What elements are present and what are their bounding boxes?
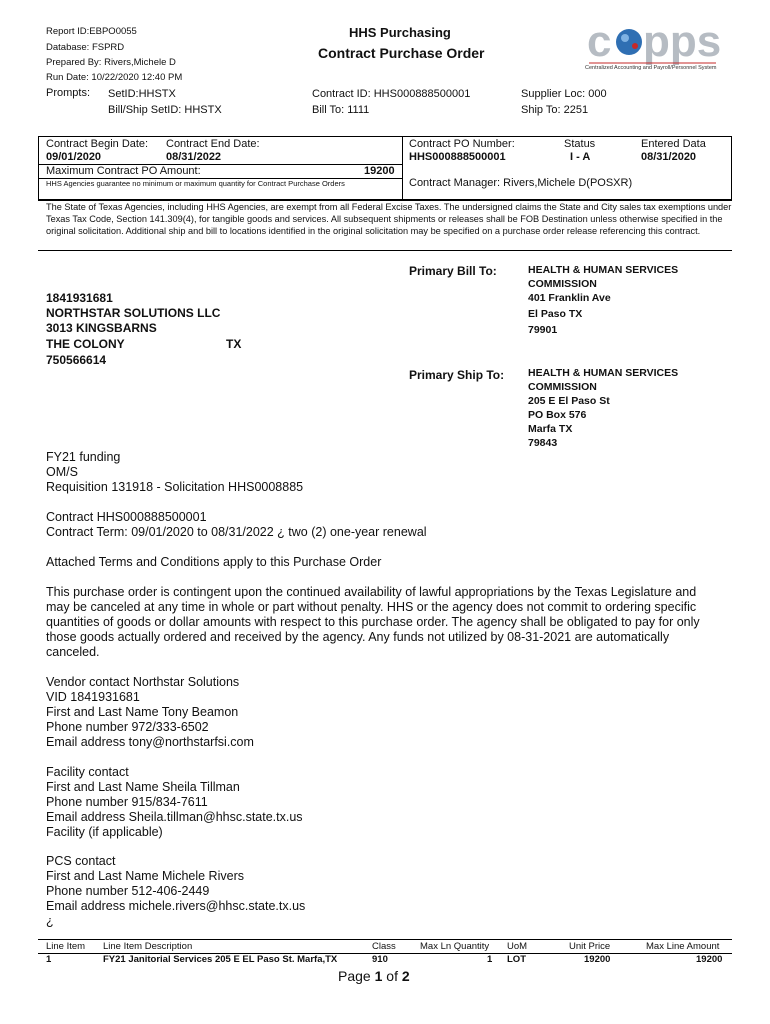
contract-manager: Contract Manager: Rivers,Michele D(POSXR) — [409, 177, 633, 189]
primary-ship-to-label: Primary Ship To: — [409, 368, 505, 382]
ship-to-line: 79843 — [528, 437, 558, 449]
comment-line: Phone number 972/333-6502 — [46, 720, 209, 734]
comment-line: First and Last Name Michele Rivers — [46, 869, 244, 883]
ship-to-line: PO Box 576 — [528, 409, 587, 421]
row-qty: 1 — [487, 954, 493, 965]
comment-line: Attached Terms and Conditions apply to this Purchase Order — [46, 555, 382, 569]
bill-to-line: 401 Franklin Ave — [528, 292, 611, 304]
bill-to-line: El Paso TX — [528, 308, 583, 320]
comment-line: Contract Term: 09/01/2020 to 08/31/2022 ¿ two (2) one-year renewal — [46, 525, 427, 539]
row-amount: 19200 — [696, 954, 723, 965]
row-price: 19200 — [584, 954, 611, 965]
primary-bill-to-label: Primary Bill To: — [409, 264, 497, 278]
begin-date-label: Contract Begin Date: — [46, 138, 149, 150]
comment-line: First and Last Name Tony Beamon — [46, 705, 239, 719]
end-date-value: 08/31/2022 — [166, 151, 222, 163]
logo-tagline: Centralized Accounting and Payroll/Personnel System — [585, 65, 717, 71]
max-amount-value: 19200 — [364, 165, 395, 177]
contract-comment — [46, 510, 427, 540]
row-desc: FY21 Janitorial Services 205 E EL Paso St. Marfa,TX — [103, 954, 338, 965]
entered-value: 08/31/2020 — [641, 151, 697, 163]
vendor-name: NORTHSTAR SOLUTIONS LLC — [46, 306, 221, 320]
bill-to-line: 79901 — [528, 324, 558, 336]
begin-date-value: 09/01/2020 — [46, 151, 102, 163]
row-class: 910 — [372, 954, 388, 965]
tax-notice: The State of Texas Agencies, including HHS Agencies, are exempt from all Federal Excise Taxes. The undersigned claims the State and City sales tax exemptions under Texas Tax Code, Section 141.309(4), for tangible goods and services. All subsequent shipments or releases shall be FOB Destination unless otherwise specified in the original solicitation. Additional ship and bill to locations identified in the original solicitation may be specified on a purchase order release referencing this contract. — [46, 202, 732, 236]
org-name: HHS Purchasing — [349, 25, 451, 40]
ship-to-address — [528, 366, 678, 450]
document-title: Contract Purchase Order — [318, 45, 485, 61]
facility-contact — [46, 765, 303, 840]
col-header-qty: Max Ln Quantity — [420, 941, 490, 952]
comment-line: Email address michele.rivers@hhsc.state.tx.us — [46, 899, 306, 913]
page-of: of — [382, 968, 402, 984]
end-date-label: Contract End Date: — [166, 138, 260, 150]
comment-line: Facility (if applicable) — [46, 825, 163, 839]
col-header-class: Class — [372, 941, 396, 952]
col-header-price: Unit Price — [569, 941, 611, 952]
setid: SetID:HHSTX — [108, 88, 176, 100]
page-number: 1 — [374, 968, 383, 984]
database: Database: FSPRD — [46, 42, 125, 53]
comment-line: VID 1841931681 — [46, 690, 140, 704]
po-number-label: Contract PO Number: — [409, 138, 515, 150]
guarantee-note: HHS Agencies guarantee no minimum or maximum quantity for Contract Purchase Orders — [46, 179, 345, 188]
ship-to-line: COMMISSION — [528, 381, 597, 393]
vendor-city: THE COLONY — [46, 337, 125, 351]
prepared-by: Prepared By: Rivers,Michele D — [46, 57, 176, 68]
row-uom: LOT — [507, 954, 526, 965]
svg-text:pps: pps — [643, 17, 720, 66]
ship-to-line: HEALTH & HUMAN SERVICES — [528, 367, 679, 379]
status-label: Status — [564, 138, 596, 150]
comment-line: OM/S — [46, 465, 78, 479]
prompts-label: Prompts: — [46, 87, 91, 99]
page-total: 2 — [401, 968, 410, 984]
status-value: I - A — [570, 151, 591, 163]
svg-text:c: c — [587, 17, 612, 66]
contract-id: Contract ID: HHS000888500001 — [312, 88, 471, 100]
contingency-paragraph — [46, 585, 716, 660]
comment-line: Facility contact — [46, 765, 129, 779]
comment-line: Email address Sheila.tillman@hhsc.state.tx.us — [46, 810, 303, 824]
comment-line: ¿ — [46, 914, 54, 928]
comment-line: Requisition 131918 - Solicitation HHS0008885 — [46, 480, 304, 494]
comment-line: Contract HHS000888500001 — [46, 510, 207, 524]
bill-to-line: COMMISSION — [528, 278, 597, 290]
ship-to-line: 205 E El Paso St — [528, 395, 610, 407]
billship-setid: Bill/Ship SetID: HHSTX — [108, 104, 222, 116]
vendor-street: 3013 KINGSBARNS — [46, 321, 157, 335]
capps-logo — [585, 16, 720, 78]
comment-line: PCS contact — [46, 854, 116, 868]
bill-to-code: Bill To: 1111 — [312, 104, 370, 116]
supplier-loc: Supplier Loc: 000 — [521, 88, 607, 100]
page-prefix: Page — [338, 968, 375, 984]
run-date: Run Date: 10/22/2020 12:40 PM — [46, 72, 183, 83]
comment-paragraph: This purchase order is contingent upon the continued availability of lawful appropriations by the Texas Legislature and may be canceled at any time in whole or part without penalty. HHS or the agency does not commit to ordering specific quantities of goods or dollar amounts with respect to this purchase order. The agency shall be obligated to pay for only those goods actually ordered and received by the agency. Any funds not utilized by 08-31-2021 are automatically canceled. — [46, 585, 700, 659]
entered-label: Entered Data — [641, 138, 706, 150]
col-header-desc: Line Item Description — [103, 941, 193, 952]
pcs-contact — [46, 854, 305, 929]
vendor-id: 1841931681 — [46, 291, 113, 305]
report-id: Report ID:EBPO0055 — [46, 26, 137, 37]
comment-line: First and Last Name Sheila Tillman — [46, 780, 240, 794]
bill-to-line: HEALTH & HUMAN SERVICES — [528, 264, 679, 276]
col-header-amount: Max Line Amount — [646, 941, 720, 952]
col-header-uom: UoM — [507, 941, 528, 952]
vendor-zip: 750566614 — [46, 353, 107, 367]
comment-line: Vendor contact Northstar Solutions — [46, 675, 240, 689]
ship-to-code: Ship To: 2251 — [521, 104, 589, 116]
comment-line: FY21 funding — [46, 450, 121, 464]
vendor-contact — [46, 675, 254, 750]
comment-line: Email address tony@northstarfsi.com — [46, 735, 254, 749]
bill-to-address — [528, 263, 678, 337]
comment-line: Phone number 915/834-7611 — [46, 795, 208, 809]
comment-line: Phone number 512-406-2449 — [46, 884, 210, 898]
vendor-state: TX — [226, 337, 242, 351]
page-indicator — [338, 968, 410, 984]
funding-comment — [46, 450, 303, 495]
row-line: 1 — [46, 954, 52, 965]
attached-terms — [46, 555, 381, 570]
col-header-line: Line Item — [46, 941, 86, 952]
max-amount-label: Maximum Contract PO Amount: — [46, 165, 201, 177]
ship-to-line: Marfa TX — [528, 423, 573, 435]
po-number-value: HHS000888500001 — [409, 151, 506, 163]
